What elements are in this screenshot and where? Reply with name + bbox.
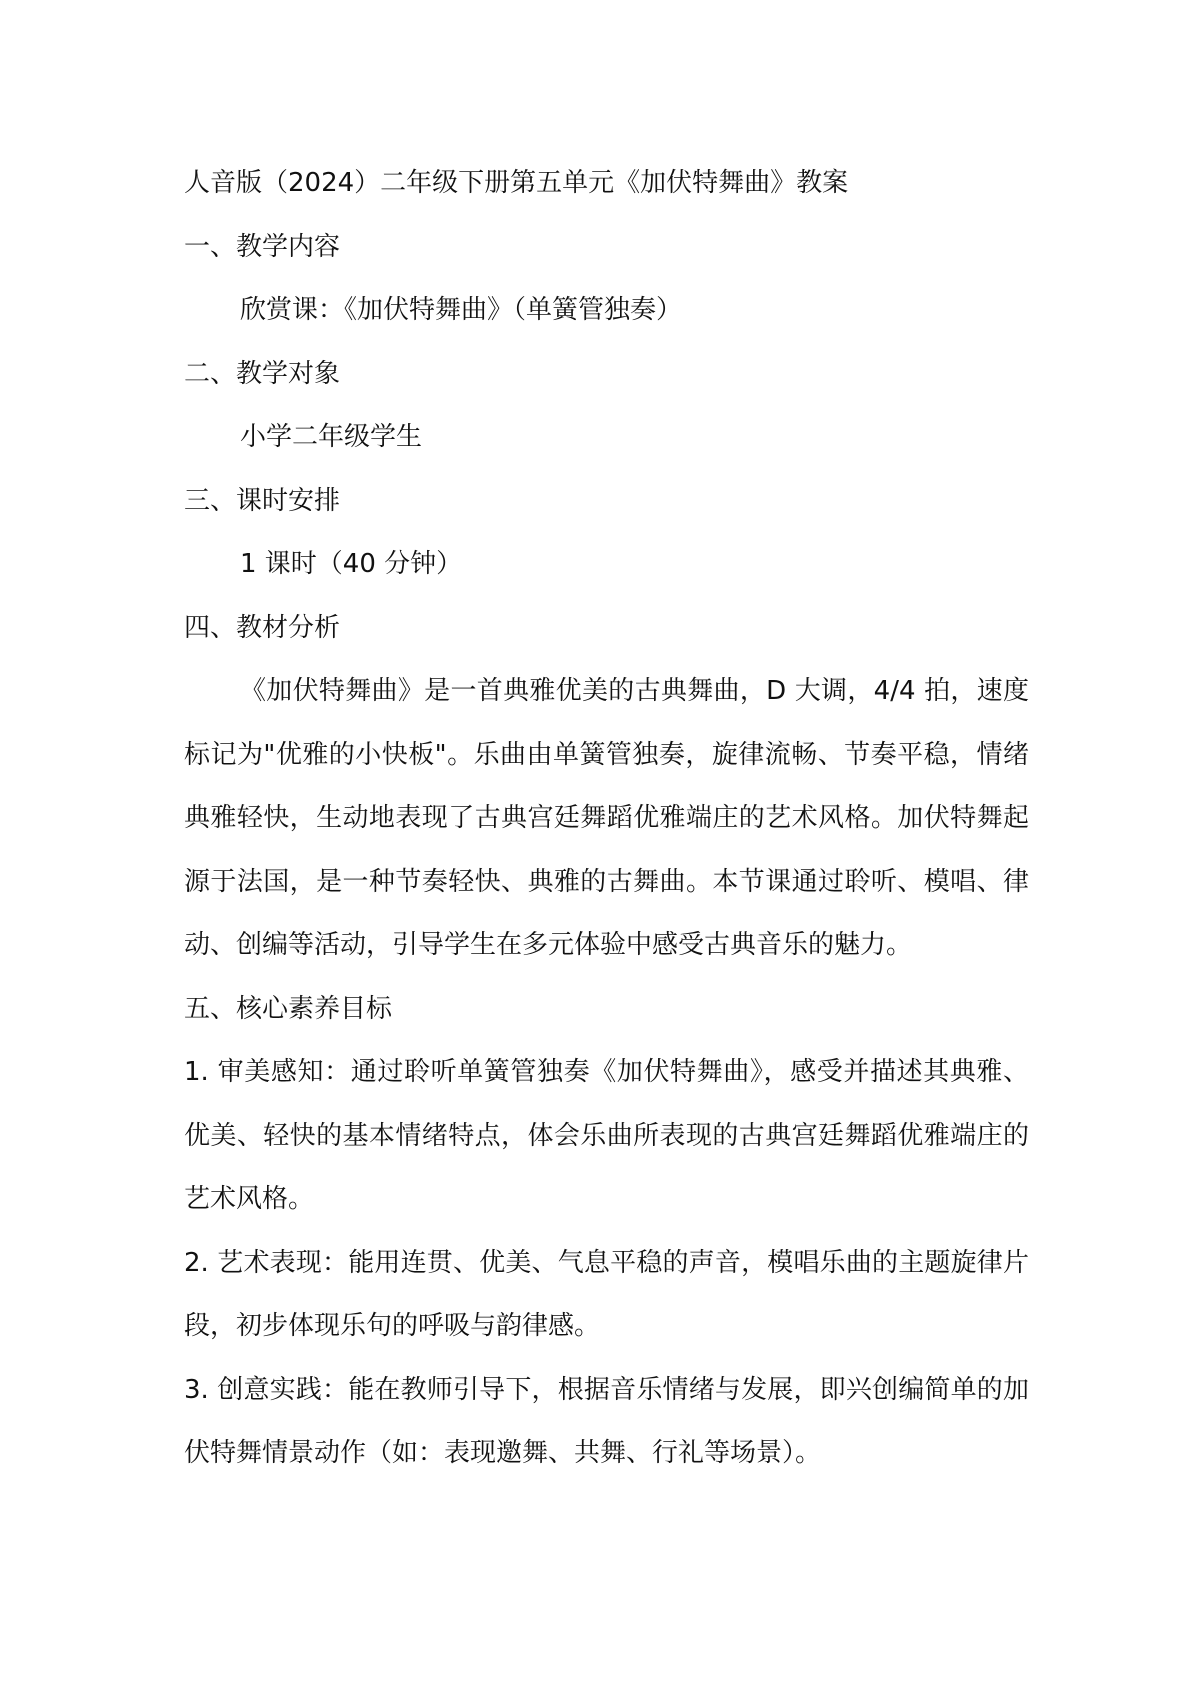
section-heading-core-goals: 五、核心素养目标 — [184, 993, 393, 1024]
section-heading-class-schedule: 三、课时安排 — [184, 485, 341, 516]
section-body-material-analysis: 《加伏特舞曲》是一首典雅优美的古典舞曲，D 大调，4/4 拍，速度标记为"优雅的小快板"。乐曲由单簧管独奏，旋律流畅、节奏平稳，情绪典雅轻快，生动地表现了古典宫廷舞蹈优雅端庄的艺术风格。加伏特舞起源于法国，是一种节奏轻快、典雅的古舞曲。本节课通过聆听、模唱、律动、创编等活动，引导学生在多元体验中感受古典音乐的魅力。 — [184, 676, 1029, 960]
document-body — [184, 152, 1029, 1486]
section-body-teaching-content: 欣赏课：《加伏特舞曲》（单簧管独奏） — [240, 295, 683, 325]
goal-item-creative: 3. 创意实践：能在教师引导下，根据音乐情绪与发展，即兴创编简单的加伏特舞情景动作（如：表现邀舞、共舞、行礼等场景）。 — [184, 1374, 1029, 1468]
goal-item-expression: 2. 艺术表现：能用连贯、优美、气息平稳的声音，模唱乐曲的主题旋律片段，初步体现乐句的呼吸与韵律感。 — [184, 1247, 1029, 1341]
section-heading-material-analysis: 四、教材分析 — [184, 612, 341, 643]
section-heading-teaching-content: 一、教学内容 — [184, 231, 341, 262]
goal-item-aesthetic: 1. 审美感知：通过聆听单簧管独奏《加伏特舞曲》，感受并描述其典雅、优美、轻快的基本情绪特点，体会乐曲所表现的古典宫廷舞蹈优雅端庄的艺术风格。 — [184, 1057, 1029, 1214]
section-body-teaching-target: 小学二年级学生 — [240, 422, 423, 452]
section-heading-teaching-target: 二、教学对象 — [184, 358, 341, 389]
document-title: 人音版（2024）二年级下册第五单元《加伏特舞曲》教案 — [184, 168, 849, 198]
section-body-class-schedule: 1 课时（40 分钟） — [240, 549, 463, 579]
